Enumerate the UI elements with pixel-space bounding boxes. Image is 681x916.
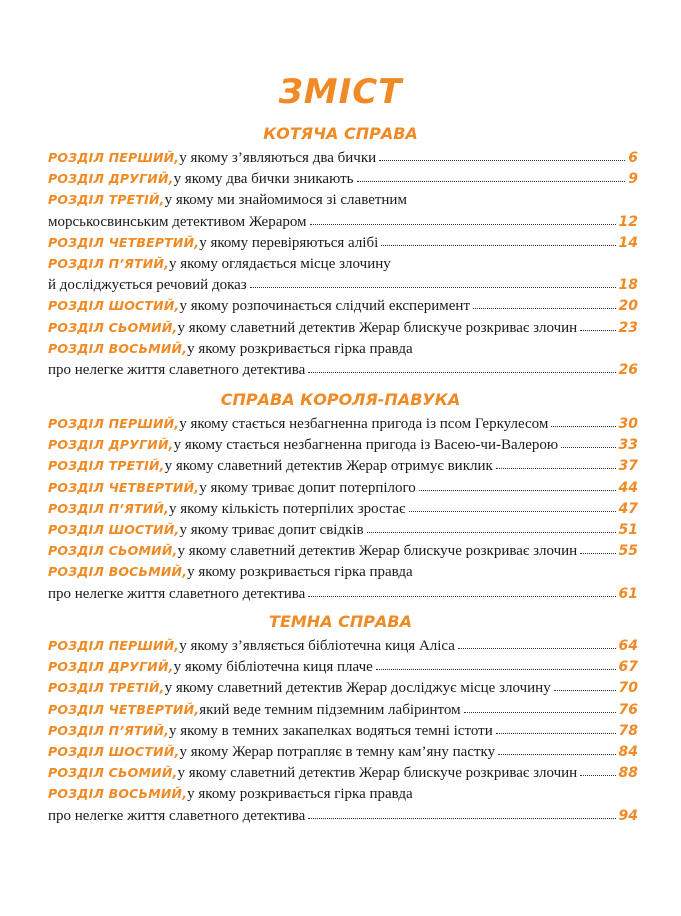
chapter-label: РОЗДІЛ ПЕРШИЙ, <box>48 416 180 431</box>
entry-text: у якому славетний детектив Жерар отримує виклик <box>164 458 493 475</box>
toc-line <box>48 501 638 518</box>
entry-text: у якому перевіряються алібі <box>199 234 379 251</box>
chapter-label: РОЗДІЛ ВОСЬМИЙ, <box>48 340 188 356</box>
chapter-label: РОЗДІЛ ШОСТИЙ, <box>48 744 180 759</box>
dot-leader <box>379 150 625 161</box>
toc-line <box>48 659 638 676</box>
toc-entry <box>48 786 638 806</box>
dot-leader <box>498 744 615 755</box>
page-number: 51 <box>618 522 638 538</box>
entry-text: у якому ми знайомимося зі славетним <box>164 192 407 209</box>
page-number: 47 <box>618 500 638 517</box>
toc-line <box>48 808 638 825</box>
entry-text: про нелегке життя славетного детектива <box>48 585 306 602</box>
dot-leader <box>367 522 616 533</box>
page-number: 88 <box>618 765 638 782</box>
page-number: 12 <box>618 213 638 230</box>
toc-entry <box>48 522 638 542</box>
page-number: 64 <box>618 638 638 654</box>
toc-line <box>48 564 638 581</box>
page-number: 6 <box>628 150 638 166</box>
dot-leader <box>381 235 615 246</box>
dot-leader <box>580 765 615 776</box>
entry-text: у якому триває допит потерпілого <box>199 479 416 496</box>
dot-leader <box>409 501 616 512</box>
entry-text: у якому триває допит свідків <box>179 522 364 538</box>
entry-text: у якому з’являються два бички <box>179 150 377 166</box>
chapter-label: РОЗДІЛ ДРУГИЙ, <box>48 659 174 675</box>
entry-text: у якому славетний детектив Жерар блискуче розкриває злочин <box>177 319 578 336</box>
toc-line <box>48 150 638 167</box>
page-number: 9 <box>628 171 638 188</box>
toc-line <box>48 437 638 454</box>
toc-line <box>48 765 638 782</box>
toc-entry <box>48 192 638 212</box>
dot-leader <box>496 458 616 469</box>
toc-entry <box>48 256 638 276</box>
toc-entry <box>48 680 638 700</box>
page-number: 23 <box>618 319 638 336</box>
dot-leader <box>357 171 626 182</box>
toc-entry <box>48 298 638 318</box>
dot-leader <box>580 543 615 554</box>
page-number: 44 <box>618 479 638 496</box>
chapter-label: РОЗДІЛ ВОСЬМИЙ, <box>48 564 188 580</box>
entry-text: у якому розкривається гірка правда <box>187 786 413 803</box>
toc-entry <box>48 341 638 361</box>
toc-line <box>48 320 638 337</box>
chapter-label: РОЗДІЛ СЬОМИЙ, <box>48 319 178 335</box>
toc-line <box>48 458 638 475</box>
entry-text: у якому славетний детектив Жерар блискуче розкриває злочин <box>177 543 578 560</box>
toc-line <box>48 723 638 740</box>
dot-leader <box>308 362 615 373</box>
entry-text: у якому Жерар потрапляє в темну кам’яну пастку <box>179 744 496 760</box>
entry-text: у якому оглядається місце злочину <box>169 256 391 272</box>
dot-leader <box>551 416 615 427</box>
chapter-label: РОЗДІЛ ТРЕТІЙ, <box>48 458 165 474</box>
page-number: 76 <box>618 701 638 718</box>
page-number: 30 <box>618 416 638 432</box>
toc-line <box>48 786 638 803</box>
toc-entry <box>48 235 638 255</box>
toc-entry <box>48 150 638 170</box>
dot-leader <box>580 320 615 331</box>
chapter-label: РОЗДІЛ ШОСТИЙ, <box>48 522 180 537</box>
chapter-label: РОЗДІЛ ШОСТИЙ, <box>48 298 180 314</box>
chapter-label: РОЗДІЛ ТРЕТІЙ, <box>48 192 165 208</box>
toc-entry <box>48 437 638 457</box>
toc-entry-continuation <box>48 808 638 828</box>
chapter-label: РОЗДІЛ ЧЕТВЕРТИЙ, <box>48 234 200 250</box>
entry-text: у якому славетний детектив Жерар блискуче розкриває злочин <box>177 765 578 782</box>
toc-line <box>48 171 638 188</box>
dot-leader <box>496 723 616 734</box>
entry-text: у якому з’являється бібліотечна киця Аліса <box>179 638 455 654</box>
toc-entry-continuation <box>48 214 638 234</box>
toc-line <box>48 192 638 209</box>
toc-line <box>48 214 638 231</box>
page-number: 55 <box>618 543 638 560</box>
dot-leader <box>464 702 616 713</box>
page-number: 37 <box>618 458 638 475</box>
section-title: КОТЯЧА СПРАВА <box>263 124 418 143</box>
entry-text: у якому розкривається гірка правда <box>187 564 413 581</box>
chapter-label: РОЗДІЛ ДРУГИЙ, <box>48 171 174 187</box>
toc-entry <box>48 171 638 191</box>
page-number: 70 <box>618 680 638 697</box>
page-number: 33 <box>618 437 638 454</box>
page-number: 18 <box>618 277 638 294</box>
toc-entry <box>48 480 638 500</box>
chapter-label: РОЗДІЛ ТРЕТІЙ, <box>48 680 165 696</box>
toc-entry <box>48 416 638 436</box>
toc-entry <box>48 638 638 658</box>
page-number: 94 <box>618 807 638 824</box>
dot-leader <box>419 480 616 491</box>
toc-line <box>48 480 638 497</box>
chapter-label: РОЗДІЛ П’ЯТИЙ, <box>48 500 170 516</box>
chapter-label: РОЗДІЛ П’ЯТИЙ, <box>48 256 170 271</box>
toc-entry <box>48 765 638 785</box>
entry-text: у якому розпочинається слідчий експеримент <box>179 298 470 315</box>
toc-entry-continuation <box>48 277 638 297</box>
toc-line <box>48 638 638 655</box>
chapter-label: РОЗДІЛ ДРУГИЙ, <box>48 437 174 453</box>
entry-text: у якому два бички зникають <box>173 171 354 188</box>
page-number: 14 <box>618 234 638 251</box>
chapter-label: РОЗДІЛ ЧЕТВЕРТИЙ, <box>48 701 200 717</box>
toc-entry <box>48 564 638 584</box>
entry-text: у якому стається незбагненна пригода із псом Геркулесом <box>179 416 549 432</box>
toc-line <box>48 586 638 603</box>
toc-line <box>48 702 638 719</box>
dot-leader <box>473 298 616 309</box>
toc-line <box>48 543 638 560</box>
chapter-label: РОЗДІЛ СЬОМИЙ, <box>48 543 178 559</box>
chapter-label: РОЗДІЛ ЧЕТВЕРТИЙ, <box>48 479 200 495</box>
toc-line <box>48 680 638 697</box>
entry-text: у якому стається незбагненна пригода із Васею-чи-Валерою <box>173 437 559 454</box>
toc-line <box>48 341 638 358</box>
chapter-label: РОЗДІЛ СЬОМИЙ, <box>48 765 178 781</box>
chapter-label: РОЗДІЛ ПЕРШИЙ, <box>48 150 180 165</box>
section-title: СПРАВА КОРОЛЯ-ПАВУКА <box>220 390 461 409</box>
chapter-label: РОЗДІЛ ВОСЬМИЙ, <box>48 786 188 802</box>
page-title: ЗМІСТ <box>278 72 403 112</box>
toc-entry <box>48 659 638 679</box>
toc-line <box>48 298 638 315</box>
toc-entry-continuation <box>48 586 638 606</box>
page-number: 20 <box>618 298 638 315</box>
toc-entry <box>48 501 638 521</box>
toc-line <box>48 416 638 433</box>
toc-line <box>48 277 638 294</box>
dot-leader <box>308 586 615 597</box>
page-number: 84 <box>618 744 638 760</box>
entry-text: у якому в темних закапелках водяться темні істоти <box>169 722 493 739</box>
entry-text: у якому кількість потерпілих зростає <box>169 500 406 517</box>
toc-entry <box>48 320 638 340</box>
entry-text: у якому бібліотечна киця плаче <box>173 659 373 676</box>
toc-line <box>48 362 638 379</box>
dot-leader <box>250 277 616 288</box>
chapter-label: РОЗДІЛ ПЕРШИЙ, <box>48 638 180 653</box>
dot-leader <box>561 437 615 448</box>
toc-entry <box>48 744 638 764</box>
entry-text: у якому славетний детектив Жерар досліджує місце злочину <box>164 680 551 697</box>
dot-leader <box>308 808 615 819</box>
toc-line <box>48 235 638 252</box>
dot-leader <box>554 680 616 691</box>
toc-line <box>48 522 638 539</box>
entry-text: який веде темним підземним лабіринтом <box>199 701 461 718</box>
entry-text: й досліджується речовий доказ <box>48 277 247 294</box>
toc-entry <box>48 702 638 722</box>
chapter-label: РОЗДІЛ П’ЯТИЙ, <box>48 722 170 738</box>
section-title: ТЕМНА СПРАВА <box>269 612 412 631</box>
toc-line <box>48 256 638 273</box>
dot-leader <box>458 638 616 649</box>
entry-text: у якому розкривається гірка правда <box>187 340 413 357</box>
toc-entry <box>48 543 638 563</box>
toc-entry-continuation <box>48 362 638 382</box>
dot-leader <box>310 214 616 225</box>
page-number: 78 <box>618 722 638 739</box>
toc-entry <box>48 458 638 478</box>
page-number: 61 <box>618 585 638 602</box>
toc-entry <box>48 723 638 743</box>
page-number: 26 <box>618 362 638 378</box>
entry-text: про нелегке життя славетного детектива <box>48 807 306 824</box>
toc-line <box>48 744 638 761</box>
dot-leader <box>376 659 616 670</box>
page-number: 67 <box>618 659 638 676</box>
entry-text: морськосвинським детективом Жераром <box>48 213 307 230</box>
entry-text: про нелегке життя славетного детектива <box>48 362 306 378</box>
